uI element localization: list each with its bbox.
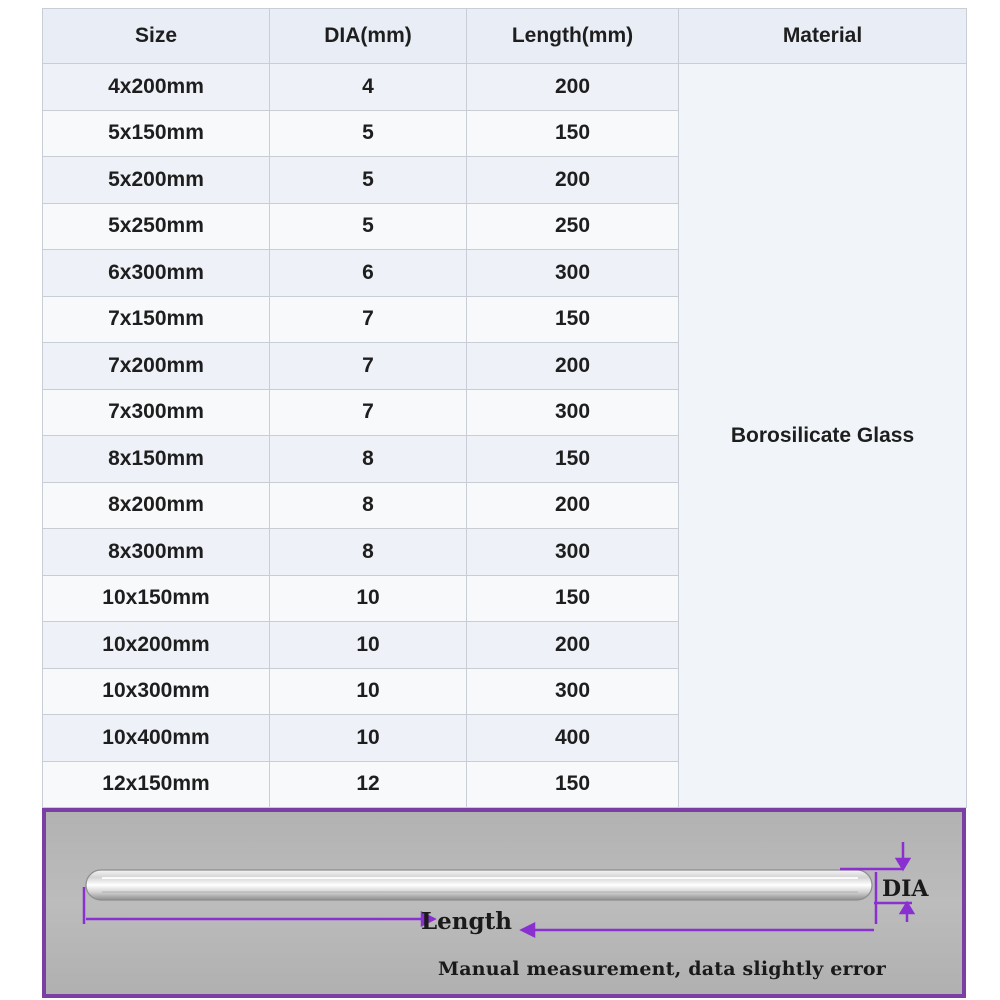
- cell-size: 8x200mm: [43, 482, 270, 529]
- cell-length: 300: [467, 389, 679, 436]
- length-label: Length: [421, 908, 512, 935]
- cell-size: 5x150mm: [43, 110, 270, 157]
- cell-dia: 5: [270, 203, 467, 250]
- cell-length: 200: [467, 482, 679, 529]
- header-material: Material: [679, 9, 967, 64]
- cell-length: 400: [467, 715, 679, 762]
- cell-size: 10x300mm: [43, 668, 270, 715]
- cell-dia: 6: [270, 250, 467, 297]
- cell-length: 250: [467, 203, 679, 250]
- measurement-note: Manual measurement, data slightly error: [438, 958, 887, 980]
- cell-length: 150: [467, 436, 679, 483]
- cell-length: 200: [467, 157, 679, 204]
- cell-size: 5x200mm: [43, 157, 270, 204]
- cell-dia: 12: [270, 761, 467, 808]
- cell-size: 8x300mm: [43, 529, 270, 576]
- cell-size: 10x200mm: [43, 622, 270, 669]
- cell-length: 150: [467, 761, 679, 808]
- header-size: Size: [43, 9, 270, 64]
- cell-dia: 8: [270, 529, 467, 576]
- cell-dia: 10: [270, 575, 467, 622]
- cell-dia: 7: [270, 296, 467, 343]
- dia-label: DIA: [882, 876, 929, 902]
- cell-length: 150: [467, 110, 679, 157]
- glass-rod: [86, 870, 872, 900]
- dia-arrow-down-icon: [897, 859, 909, 869]
- cell-size: 10x400mm: [43, 715, 270, 762]
- header-length: Length(mm): [467, 9, 679, 64]
- header-row: [43, 9, 967, 64]
- dia-arrow-up-icon: [901, 903, 913, 913]
- cell-size: 7x300mm: [43, 389, 270, 436]
- cell-length: 300: [467, 529, 679, 576]
- cell-dia: 7: [270, 389, 467, 436]
- cell-dia: 7: [270, 343, 467, 390]
- cell-size: 7x200mm: [43, 343, 270, 390]
- table-row: [43, 64, 967, 111]
- cell-dia: 10: [270, 715, 467, 762]
- cell-dia: 10: [270, 668, 467, 715]
- cell-size: 10x150mm: [43, 575, 270, 622]
- cell-length: 200: [467, 622, 679, 669]
- cell-dia: 5: [270, 110, 467, 157]
- table-body: [43, 64, 967, 808]
- cell-dia: 5: [270, 157, 467, 204]
- cell-dia: 8: [270, 482, 467, 529]
- cell-size: 6x300mm: [43, 250, 270, 297]
- header-dia: DIA(mm): [270, 9, 467, 64]
- cell-length: 150: [467, 296, 679, 343]
- cell-length: 300: [467, 250, 679, 297]
- cell-size: 4x200mm: [43, 64, 270, 111]
- cell-size: 7x150mm: [43, 296, 270, 343]
- cell-length: 150: [467, 575, 679, 622]
- cell-length: 200: [467, 64, 679, 111]
- cell-length: 300: [467, 668, 679, 715]
- spec-table: [42, 8, 967, 808]
- cell-dia: 4: [270, 64, 467, 111]
- cell-size: 12x150mm: [43, 761, 270, 808]
- cell-dia: 8: [270, 436, 467, 483]
- product-photo-panel: [42, 808, 966, 998]
- cell-size: 5x250mm: [43, 203, 270, 250]
- cell-dia: 10: [270, 622, 467, 669]
- cell-length: 200: [467, 343, 679, 390]
- cell-size: 8x150mm: [43, 436, 270, 483]
- length-arrow-left-icon: [522, 924, 534, 936]
- cell-material: Borosilicate Glass: [679, 64, 967, 808]
